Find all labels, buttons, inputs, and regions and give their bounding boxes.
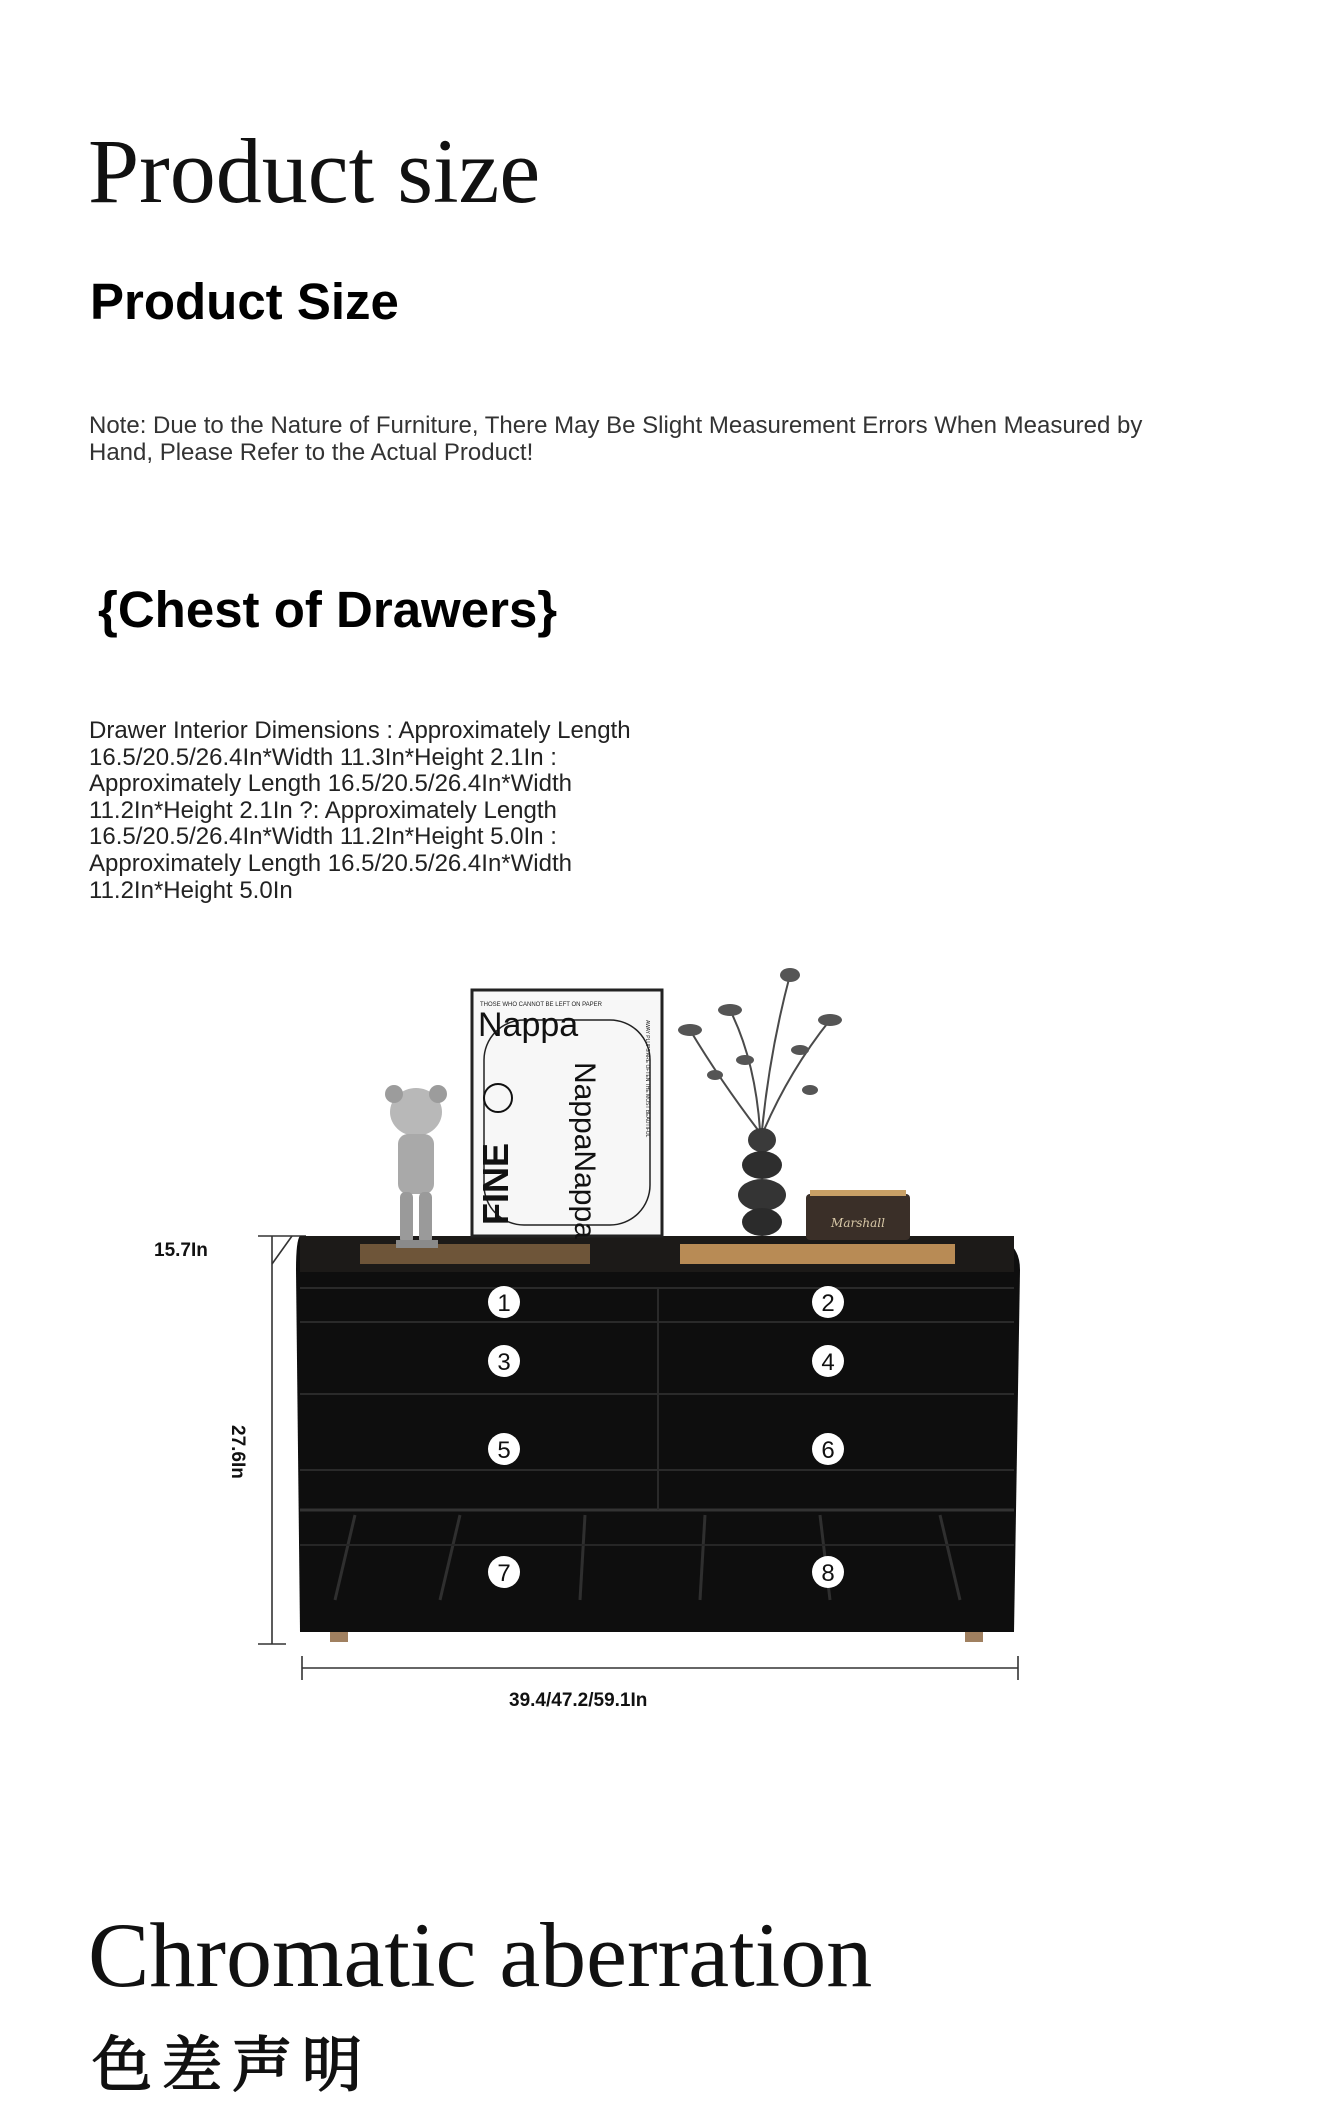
svg-text:5: 5 [497, 1437, 511, 1464]
svg-text:4: 4 [821, 1349, 835, 1376]
drawer-6-marker [812, 1433, 844, 1465]
chromatic-aberration-title: Chromatic aberration [88, 1904, 873, 2006]
drawer-5-marker [488, 1433, 520, 1465]
width-dimension-label: 39.4/47.2/59.1In [509, 1690, 648, 1711]
svg-text:Marshall: Marshall [831, 1216, 885, 1230]
svg-text:Nappa: Nappa [478, 1006, 579, 1044]
svg-text:AWAY PLUPS ARE OFTEN THE MOST: AWAY PLUPS ARE OFTEN THE MOST BEAUTIFUL [644, 1020, 650, 1138]
svg-text:8: 8 [821, 1560, 835, 1587]
svg-text:2: 2 [821, 1290, 835, 1317]
product-size-heading: Product Size [90, 273, 399, 330]
svg-text:3: 3 [497, 1349, 511, 1376]
svg-text:7: 7 [497, 1560, 511, 1587]
depth-dimension-label: 15.7In [154, 1240, 208, 1261]
svg-text:6: 6 [821, 1437, 835, 1464]
measurement-note: Note: Due to the Nature of Furniture, There May Be Slight Measurement Errors When Measured by Hand, Please Refer to the Actual Product! [89, 412, 1143, 466]
drawer-2-marker [812, 1286, 844, 1318]
svg-text:THOSE WHO CANNOT BE LEFT ON PA: THOSE WHO CANNOT BE LEFT ON PAPER [480, 1002, 603, 1008]
chest-of-drawers-illustration [140, 950, 1040, 1730]
drawer-7-marker [488, 1556, 520, 1588]
poster-artwork [472, 990, 662, 1239]
chromatic-aberration-subtitle: 色差声明 [92, 2031, 372, 2101]
speaker [806, 1190, 910, 1240]
svg-text:FINE: FINE [475, 1142, 516, 1225]
bear-figurine [385, 1085, 447, 1248]
product-name: {Chest of Drawers} [98, 581, 558, 638]
section-title: Product size [88, 120, 541, 222]
drawer-4-marker [812, 1345, 844, 1377]
drawer-3-marker [488, 1345, 520, 1377]
drawer-1-marker [488, 1286, 520, 1318]
cabinet [296, 1236, 1020, 1642]
svg-text:NappaNappa: NappaNappa [568, 1062, 601, 1239]
svg-text:1: 1 [497, 1290, 511, 1317]
height-dimension-label: 27.6In [227, 1425, 248, 1479]
drawer-dimensions-text: Drawer Interior Dimensions : Approximately Length 16.5/20.5/26.4In*Width 11.3In*Height 2.1In : Approximately Length 16.5/20.5/26.4In*Width 11.2In*Height 2.1In ?: Approximately Length 16.5/20.5/26.4In*Width 11.2In*Height 5.0In : Approximately Length 16.5/20.5/26.4In*Width 11.2In*Height 5.0In [89, 717, 631, 904]
drawer-8-marker [812, 1556, 844, 1588]
